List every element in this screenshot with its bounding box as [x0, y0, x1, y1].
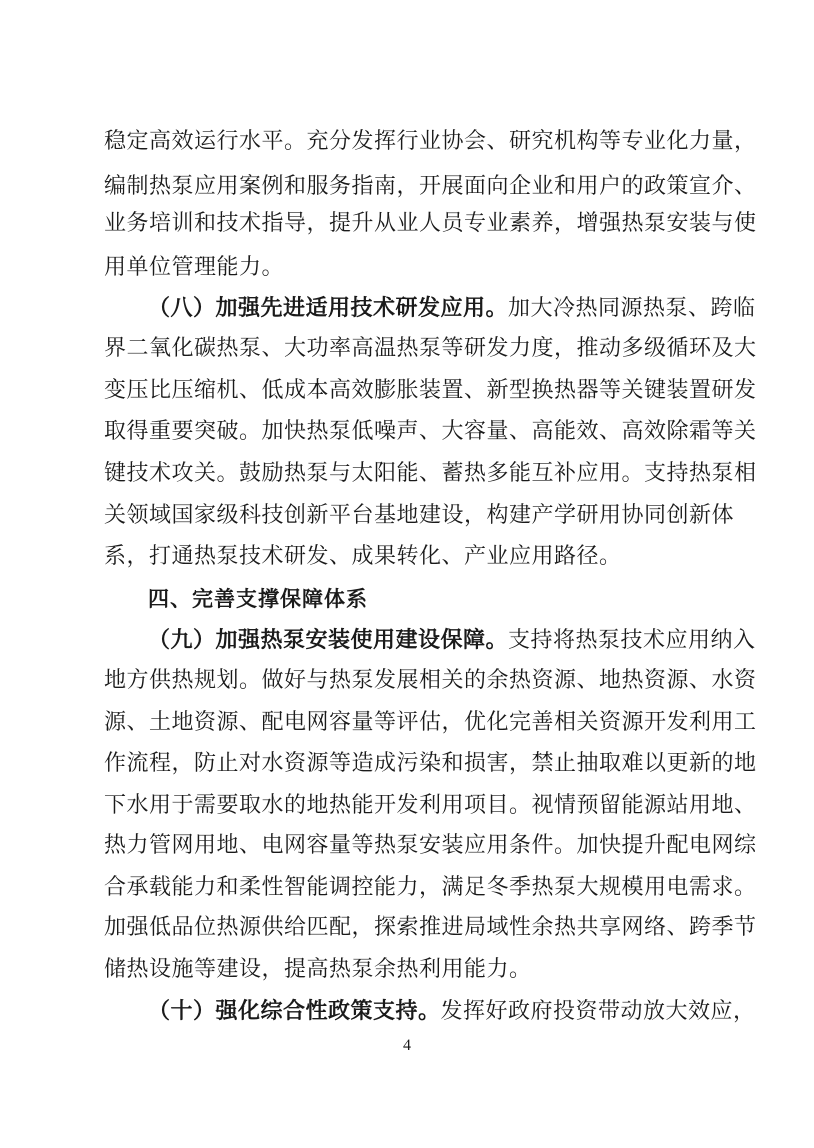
body-text-line: 界二氧化碳热泵、大功率高温热泵等研发力度，推动多级循环及大: [104, 336, 757, 361]
body-text-line: 作流程，防止对水资源等造成污染和损害，禁止抽取难以更新的地: [104, 751, 757, 776]
body-text-line: 系，打通热泵技术研发、成果转化、产业应用路径。: [104, 544, 622, 569]
body-text-line: 源、土地资源、配电网容量等评估，优化完善相关资源开发利用工: [104, 710, 757, 735]
body-text-line: 变压比压缩机、低成本高效膨胀装置、新型换热器等关键装置研发: [104, 378, 757, 403]
body-text-line: 下水用于需要取水的地热能开发利用项目。视情预留能源站用地、: [104, 793, 757, 818]
body-text-line: 用单位管理能力。: [104, 255, 285, 280]
body-text-line: 取得重要突破。加快热泵低噪声、大容量、高能效、高效除霜等关: [104, 419, 757, 444]
body-text-line: 稳定高效运行水平。充分发挥行业协会、研究机构等专业化力量，: [104, 129, 757, 154]
paragraph-start-line: （十）强化综合性政策支持。发挥好政府投资带动放大效应，: [148, 998, 756, 1024]
paragraph-start-line: （九）加强热泵安装使用建设保障。支持将热泵技术应用纳入: [148, 627, 756, 653]
paragraph-heading: （九）加强热泵安装使用建设保障。: [148, 627, 509, 653]
section-heading: 四、完善支撑保障体系: [148, 587, 368, 611]
body-text-line: 热力管网用地、电网容量等热泵安装应用条件。加快提升配电网综: [104, 833, 757, 858]
paragraph-heading: （八）加强先进适用技术研发应用。: [148, 295, 509, 321]
body-text-line: 关领域国家级科技创新平台基地建设，构建产学研用协同创新体: [104, 503, 735, 528]
body-text-line: 业务培训和技术指导，提升从业人员专业素养，增强热泵安装与使: [104, 211, 757, 236]
paragraph-heading: （十）强化综合性政策支持。: [148, 998, 441, 1024]
body-text-line: 地方供热规划。做好与热泵发展相关的余热资源、地热资源、水资: [104, 668, 757, 693]
body-text-line: 合承载能力和柔性智能调控能力，满足冬季热泵大规模用电需求。: [104, 875, 757, 900]
page-number: 4: [403, 1037, 411, 1054]
paragraph-start-line: （八）加强先进适用技术研发应用。加大冷热同源热泵、跨临: [148, 295, 756, 321]
body-text-line: 加强低品位热源供给匹配，探索推进局域性余热共享网络、跨季节: [104, 915, 757, 940]
body-text-line: 编制热泵应用案例和服务指南，开展面向企业和用户的政策宣介、: [104, 174, 757, 199]
body-text-line: 键技术攻关。鼓励热泵与太阳能、蓄热多能互补应用。支持热泵相: [104, 461, 757, 486]
body-text-line: 储热设施等建设，提高热泵余热利用能力。: [104, 957, 532, 982]
